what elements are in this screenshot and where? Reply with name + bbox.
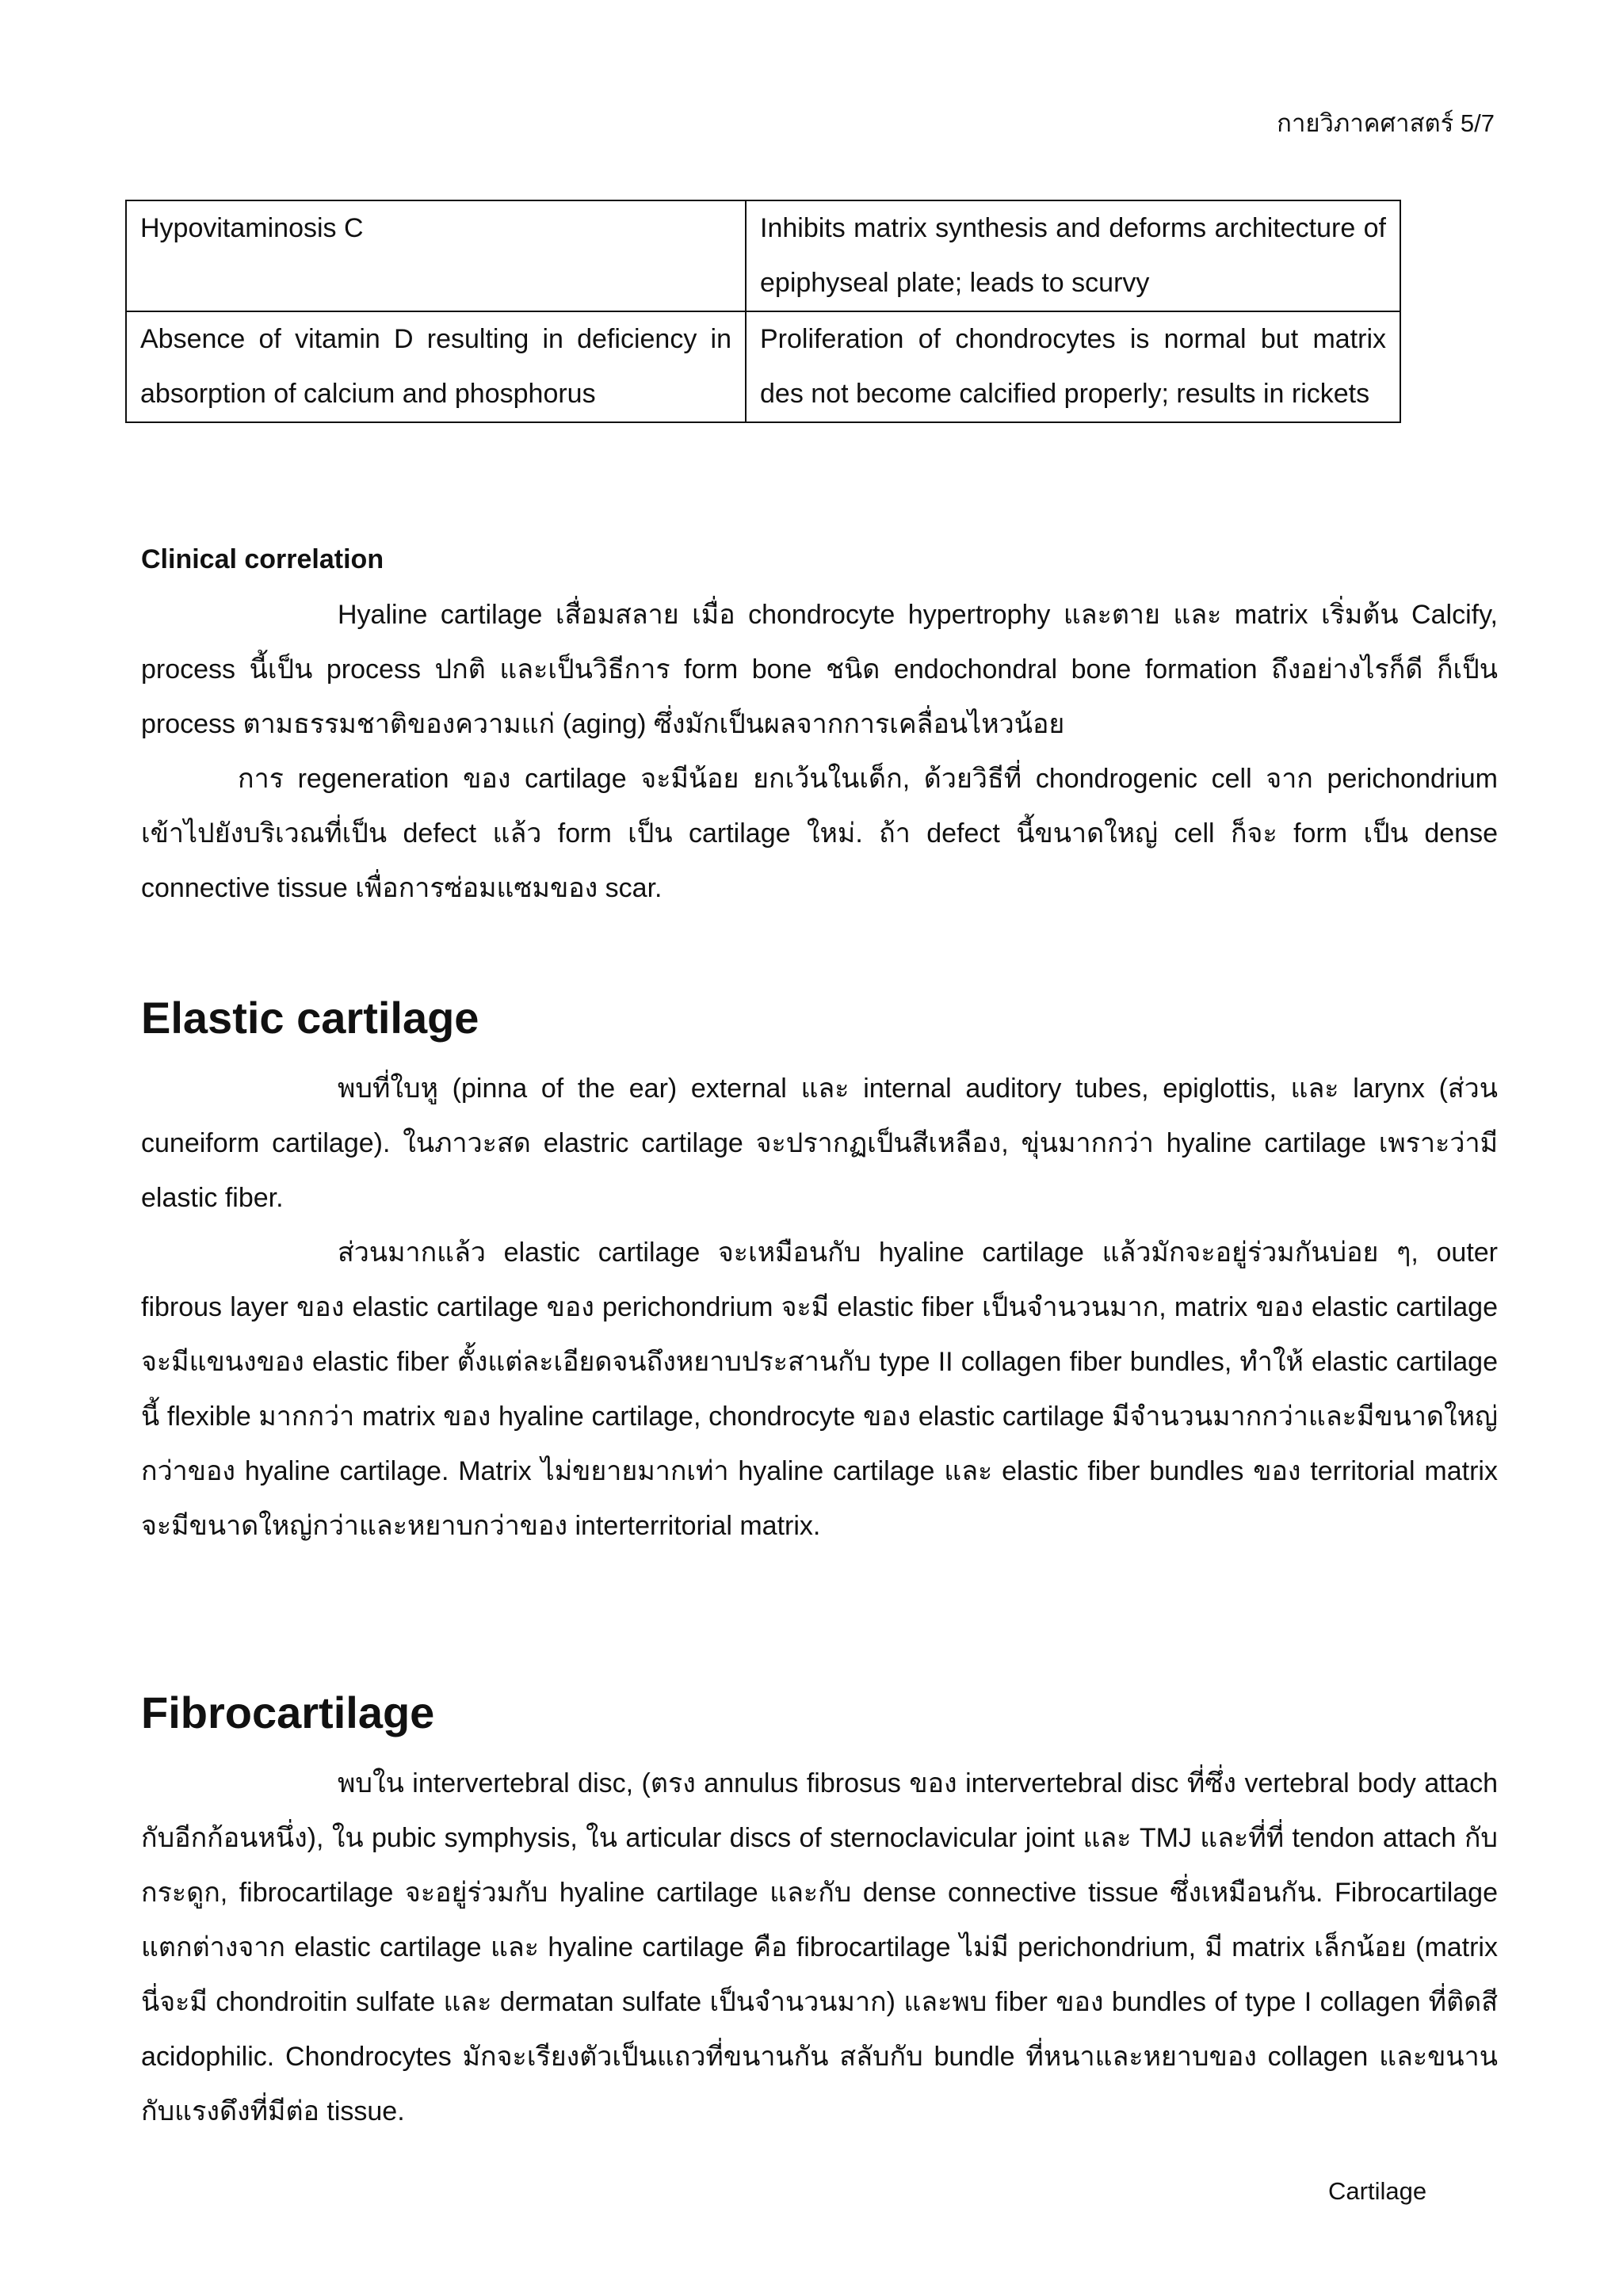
elastic-paragraph-1: พบที่ใบหู (pinna of the ear) external และ internal auditory tubes, epiglottis, และ larynx (ส่วน cuneiform cartilage). ในภาวะสด elastric cartilage จะปรากฏเป็นสีเหลือง, ขุ่นมากกว่า hyaline cartilage เพราะว่ามี elastic fiber. <box>141 1074 1498 1213</box>
clinical-correlation-body <box>141 588 1498 916</box>
table-row <box>126 311 1400 422</box>
table-cell-effect: Inhibits matrix synthesis and deforms architecture of epiphyseal plate; leads to scurvy <box>746 200 1400 311</box>
clinical-paragraph-2: การ regeneration ของ cartilage จะมีน้อย ยกเว้นในเด็ก, ด้วยวิธีที่ chondrogenic cell จาก perichondrium เข้าไปยังบริเวณที่เป็น defect แล้ว form เป็น cartilage ใหม่. ถ้า defect นี้ขนาดใหญ่ cell ก็จะ form เป็น dense connective tissue เพื่อการซ่อมแซมของ scar. <box>141 764 1498 903</box>
table-cell-effect: Proliferation of chondrocytes is normal but matrix des not become calcified properly; results in rickets <box>746 311 1400 422</box>
page-footer: Cartilage <box>1328 2177 1427 2205</box>
clinical-correlation-title: Clinical correlation <box>141 544 384 574</box>
fibrocartilage-heading: Fibrocartilage <box>141 1688 435 1737</box>
vitamin-deficiency-table <box>125 200 1401 423</box>
table-cell-cause: Absence of vitamin D resulting in deficiency in absorption of calcium and phosphorus <box>126 311 746 422</box>
page-header: กายวิภาคศาสตร์ 5/7 <box>1277 109 1495 137</box>
fibrocartilage-body <box>141 1756 1498 2139</box>
elastic-cartilage-body <box>141 1062 1498 1554</box>
table-cell-cause: Hypovitaminosis C <box>126 200 746 311</box>
table-row <box>126 200 1400 311</box>
fibro-paragraph-1: พบใน intervertebral disc, (ตรง annulus fibrosus ของ intervertebral disc ที่ซึ่ง vertebral body attach กับอีกก้อนหนึ่ง), ใน pubic symphysis, ใน articular discs of sternoclavicular joint และ TMJ และที่ที่ tendon attach กับกระดูก, fibrocartilage จะอยู่ร่วมกับ hyaline cartilage และกับ dense connective tissue ซึ่งเหมือนกัน. Fibrocartilage แตกต่างจาก elastic cartilage และ hyaline cartilage คือ fibrocartilage ไม่มี perichondrium, มี matrix เล็กน้อย (matrix นี่จะมี chondroitin sulfate และ dermatan sulfate เป็นจำนวนมาก) และพบ fiber ของ bundles of type I collagen ที่ติดสี acidophilic. Chondrocytes มักจะเรียงตัวเป็นแถวที่ขนานกัน สลับกับ bundle ที่หนาและหยาบของ collagen และขนานกับแรงดึงที่มีต่อ tissue. <box>141 1768 1498 2126</box>
clinical-paragraph-1: Hyaline cartilage เสื่อมสลาย เมื่อ chondrocyte hypertrophy และตาย และ matrix เริ่มต้น Calcify, process นี้เป็น process ปกติ และเป็นวิธีการ form bone ชนิด endochondral bone formation ถึงอย่างไรก็ดี ก็เป็น process ตามธรรมชาติของความแก่ (aging) ซึ่งมักเป็นผลจากการเคลื่อนไหวน้อย <box>141 600 1498 739</box>
elastic-cartilage-heading: Elastic cartilage <box>141 993 479 1043</box>
elastic-paragraph-2: ส่วนมากแล้ว elastic cartilage จะเหมือนกับ hyaline cartilage แล้วมักจะอยู่ร่วมกันบ่อย ๆ, outer fibrous layer ของ elastic cartilage ของ perichondrium จะมี elastic fiber เป็นจำนวนมาก, matrix ของ elastic cartilage จะมีแขนงของ elastic fiber ตั้งแต่ละเอียดจนถึงหยาบประสานกับ type II collagen fiber bundles, ทำให้ elastic cartilage นี้ flexible มากกว่า matrix ของ hyaline cartilage, chondrocyte ของ elastic cartilage มีจำนวนมากกว่าและมีขนาดใหญ่กว่าของ hyaline cartilage. Matrix ไม่ขยายมากเท่า hyaline cartilage และ elastic fiber bundles ของ territorial matrix จะมีขนาดใหญ่กว่าและหยาบกว่าของ interterritorial matrix. <box>141 1238 1498 1541</box>
